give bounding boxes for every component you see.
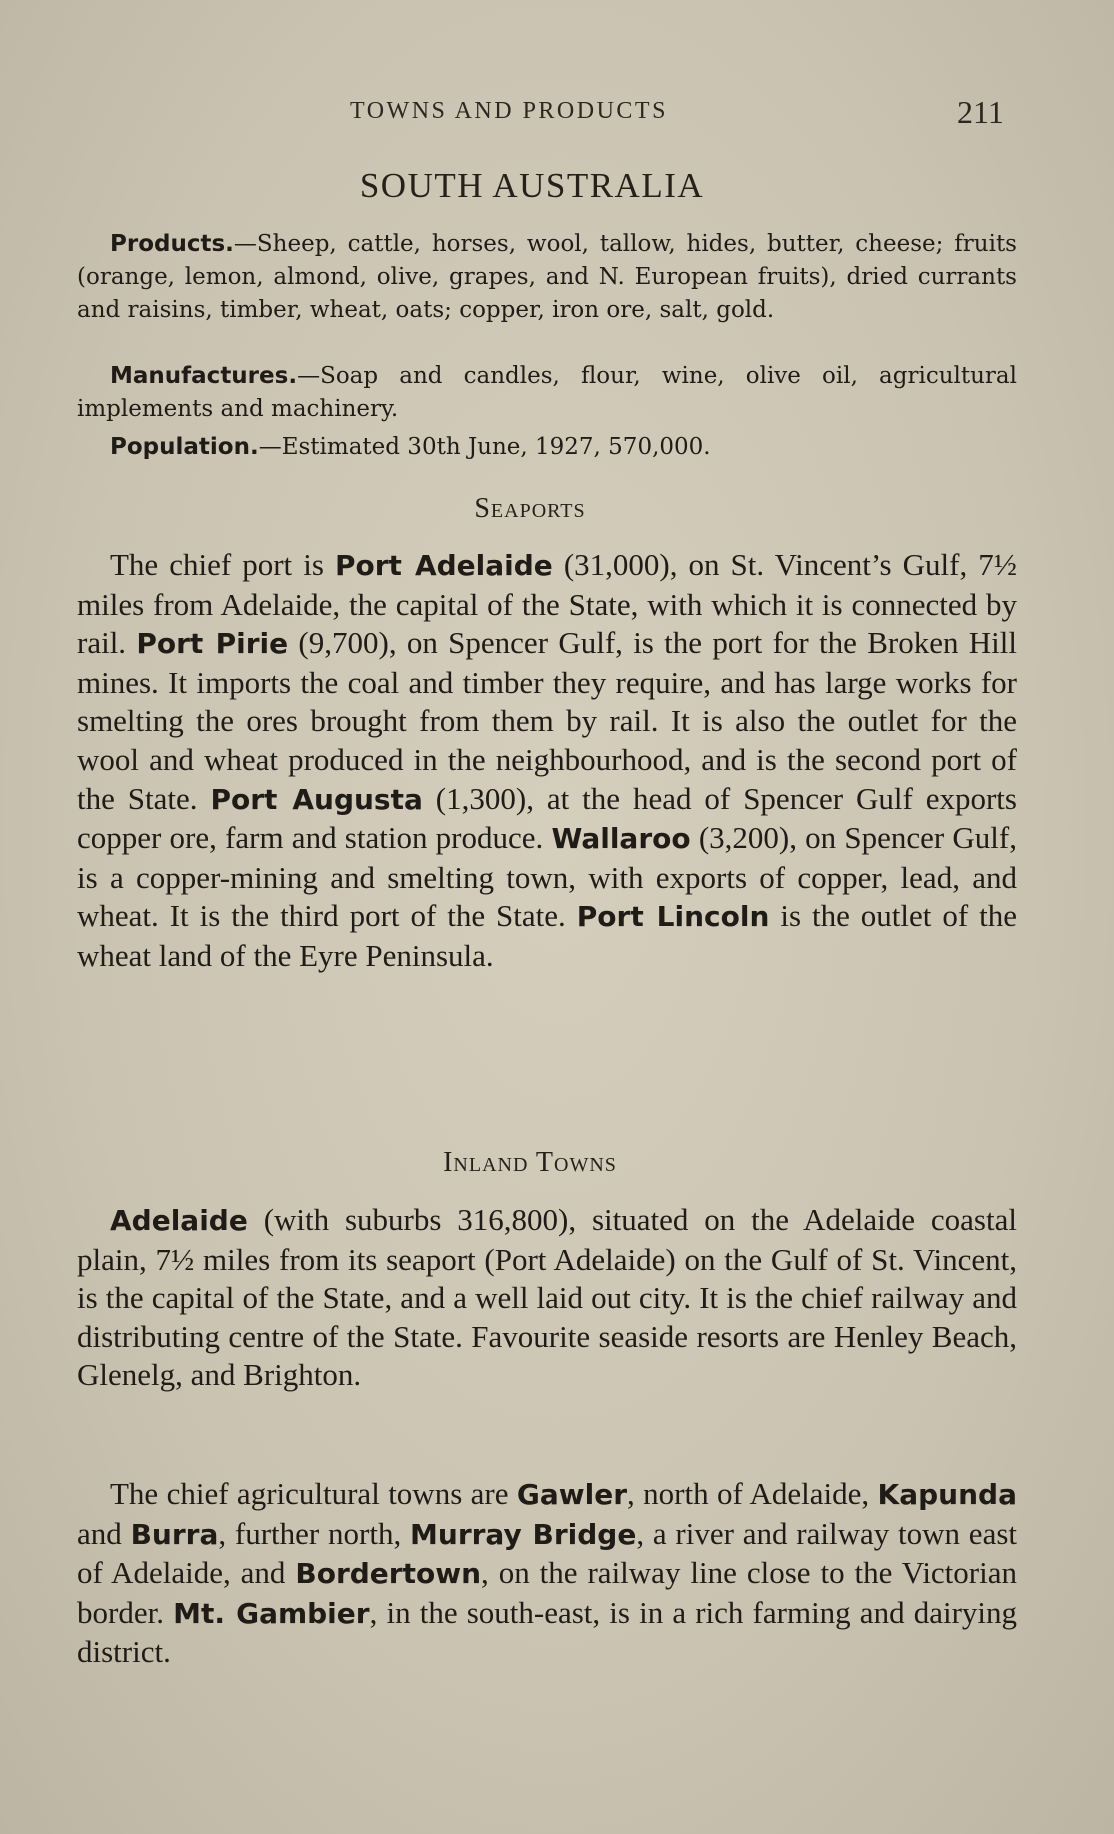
seaports-text-1: The chief port is (110, 547, 335, 582)
seaports-text-4: (1,300), at the head of Spencer Gulf exports copper ore, farm and station produce. (77, 780, 1017, 856)
inland-towns-heading: Inland Towns (443, 1147, 617, 1178)
products-text: —Sheep, cattle, horses, wool, tallow, hides, butter, cheese; fruits (orange, lemon, almond, olive, grapes, and N. European fruits), dried currants and raisins, timber, wheat, oats; copper, iron ore, salt, gold. (77, 231, 1017, 323)
place-port-pirie: Port Pirie (136, 627, 289, 661)
manufactures-text: —Soap and candles, flour, wine, olive oil, agricultural implements and machinery. (77, 363, 1017, 422)
manufactures-label: Manufactures. (110, 363, 298, 389)
running-head-title: TOWNS AND PRODUCTS (350, 98, 668, 124)
agri-text-1: The chief agricultural towns are (110, 1476, 517, 1511)
population-text: —Estimated 30th June, 1927, 570,000. (258, 434, 711, 460)
place-mt-gambier: Mt. Gambier (173, 1596, 370, 1630)
running-head (0, 94, 1114, 134)
place-murray-bridge: Murray Bridge (410, 1517, 637, 1551)
agri-text-3: and (77, 1515, 131, 1551)
place-bordertown: Bordertown (295, 1557, 482, 1591)
adelaide-text: (with suburbs 316,800), situated on the Adelaide coastal plain, 7½ miles from its seaport (Port Adelaide) on the Gulf of St. Vincent, is the capital of the State, and a well laid out city. It is the chief railway and distributing centre of the State. Favourite seaside resorts are Henley Beach, Glenelg, and Brighton. (77, 1202, 1017, 1393)
place-wallaroo: Wallaroo (551, 822, 691, 856)
seaports-paragraph (77, 546, 1017, 976)
seaports-text-3: (9,700), on Spencer Gulf, is the port for the Broken Hill mines. It imports the coal and timber they require, and has large works for smelting the ores brought from them by rail. It is also the outlet for the wool and wheat produced in the neighbourhood, and is the second port of the State. (77, 625, 1017, 816)
population-paragraph (77, 431, 1017, 464)
page-number: 211 (957, 94, 1004, 130)
seaports-text-6: is the outlet of the wheat land of the Eyre Peninsula. (77, 898, 1017, 973)
place-port-augusta: Port Augusta (210, 782, 423, 816)
seaports-text-2: (31,000), on St. Vincent’s Gulf, 7½ miles from Adelaide, the capital of the State, with which it is connected by rail. (77, 547, 1018, 661)
seaports-heading: Seaports (474, 493, 586, 524)
place-burra: Burra (130, 1517, 219, 1551)
agri-text-5: , a river and railway town east of Adelaide, and (77, 1515, 1018, 1591)
adelaide-paragraph (77, 1201, 1017, 1395)
place-port-lincoln: Port Lincoln (576, 900, 770, 934)
agri-text-7: , in the south-east, is in a rich farming and dairying district. (77, 1594, 1018, 1670)
agri-text-2: , north of Adelaide, (627, 1476, 878, 1511)
place-port-adelaide: Port Adelaide (334, 549, 553, 582)
section-title: SOUTH AUSTRALIA (359, 166, 705, 205)
products-paragraph (77, 228, 1017, 327)
products-label: Products. (110, 231, 234, 257)
population-label: Population. (110, 434, 259, 460)
place-adelaide: Adelaide (110, 1204, 248, 1237)
seaports-text-5: (3,200), on Spencer Gulf, is a copper-mining and smelting town, with exports of copper, lead, and wheat. It is the third port of the State. (77, 820, 1017, 934)
agri-text-6: , on the railway line close to the Victorian border. (77, 1555, 1017, 1630)
manufactures-paragraph (77, 360, 1017, 426)
agri-text-4: , further north, (218, 1515, 411, 1551)
agricultural-towns-paragraph (77, 1475, 1017, 1672)
place-kapunda: Kapunda (877, 1478, 1017, 1511)
place-gawler: Gawler (516, 1478, 628, 1511)
